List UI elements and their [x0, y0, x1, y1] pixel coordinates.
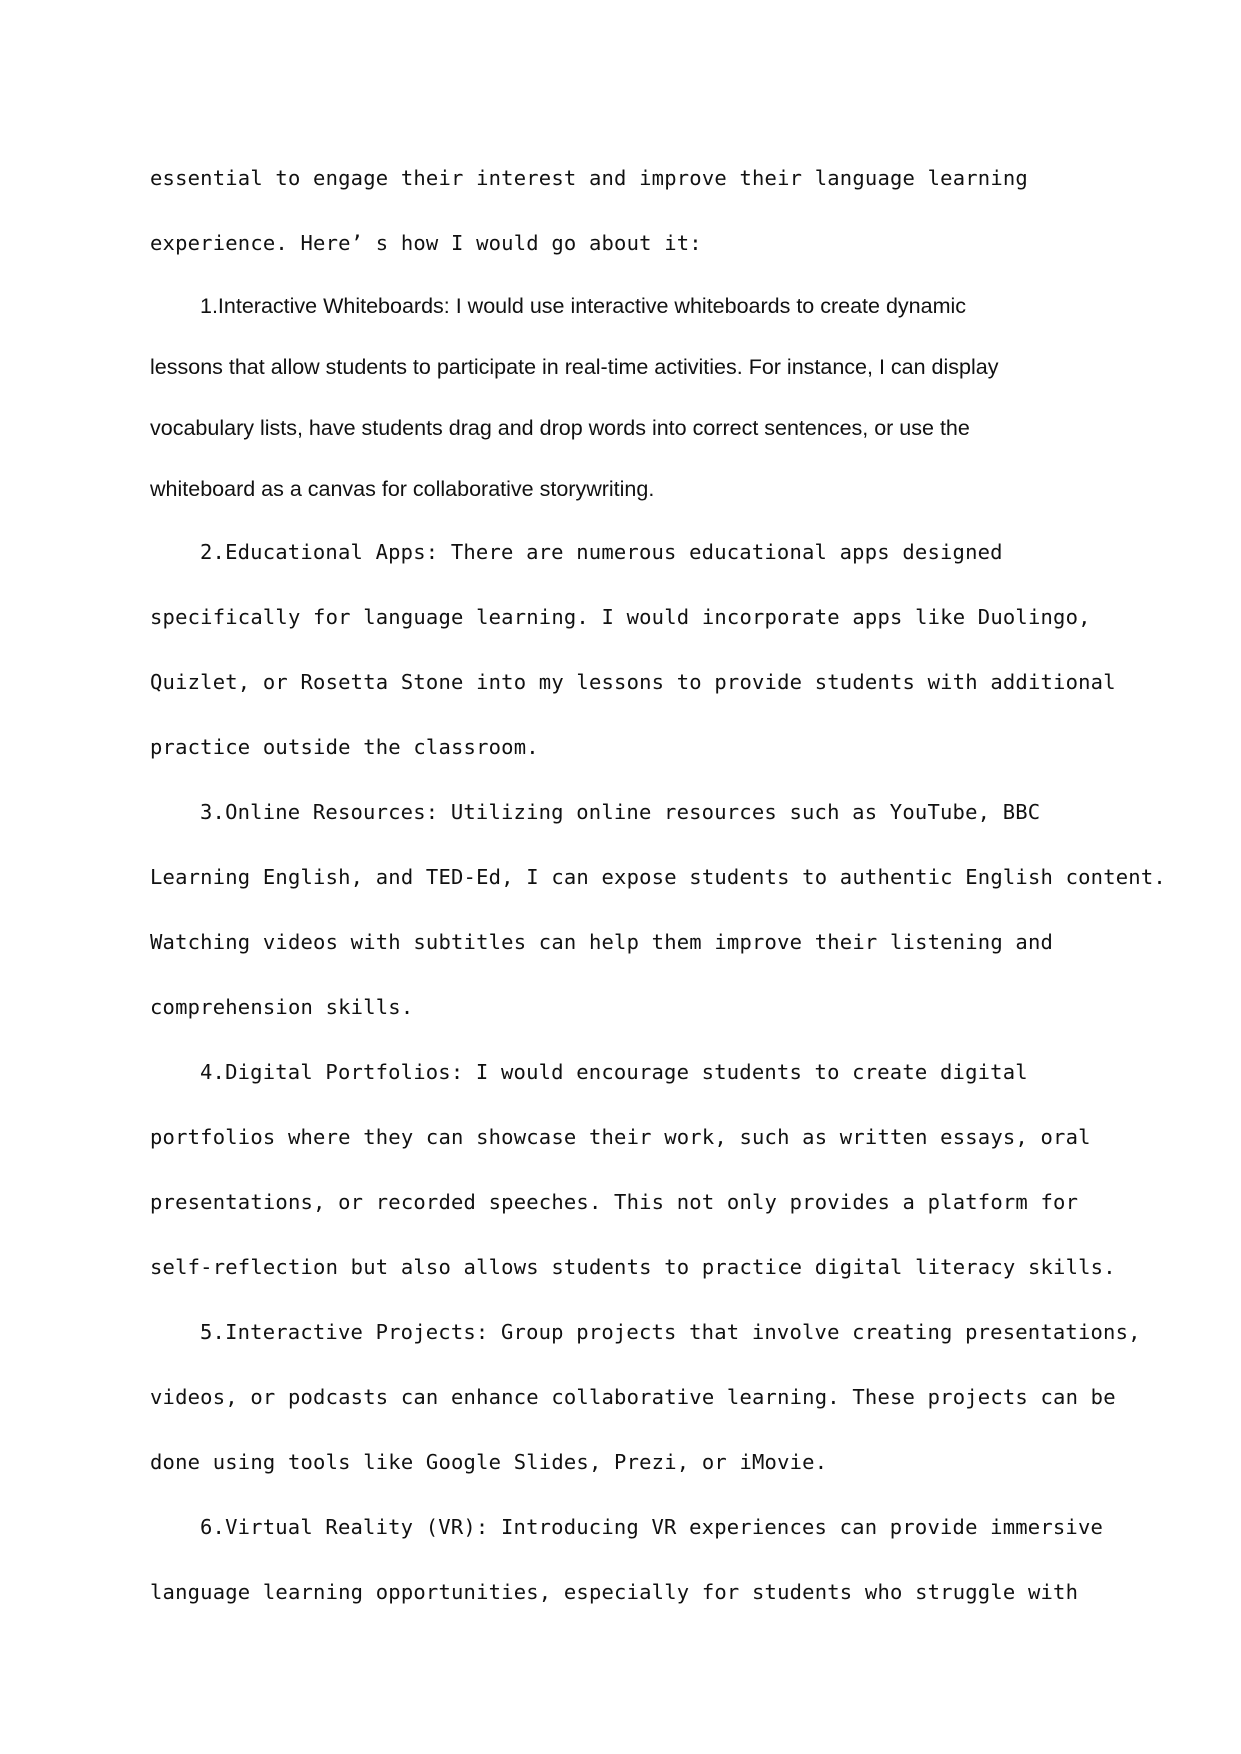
text-line: language learning opportunities, especially for students who struggle with	[150, 1580, 1079, 1604]
text-line: Learning English, and TED-Ed, I can expose students to authentic English content.	[150, 865, 1166, 889]
text-line: 6.Virtual Reality (VR): Introducing VR experiences can provide immersive	[200, 1515, 1104, 1539]
item-interactive-whiteboards	[150, 276, 1100, 520]
text-line: essential to engage their interest and improve their language learning	[150, 166, 1028, 190]
text-line: lessons that allow students to participate in real-time activities. For instance, I can display	[150, 355, 999, 379]
item-digital-portfolios	[150, 1040, 1116, 1300]
text-line: portfolios where they can showcase their work, such as written essays, oral	[150, 1125, 1091, 1149]
text-line: 4.Digital Portfolios: I would encourage students to create digital	[200, 1060, 1028, 1084]
document-body	[150, 146, 1166, 1625]
text-line: experience. Here’ s how I would go about it:	[150, 231, 702, 255]
text-line: self-reflection but also allows students to practice digital literacy skills.	[150, 1255, 1116, 1279]
item-virtual-reality	[150, 1495, 1104, 1625]
text-line: specifically for language learning. I would incorporate apps like Duolingo,	[150, 605, 1091, 629]
text-line: practice outside the classroom.	[150, 735, 539, 759]
item-educational-apps	[150, 520, 1116, 780]
intro-paragraph	[150, 146, 1100, 276]
text-line: 2.Educational Apps: There are numerous educational apps designed	[200, 540, 1003, 564]
text-line: Quizlet, or Rosetta Stone into my lessons to provide students with additional	[150, 670, 1116, 694]
text-line: 5.Interactive Projects: Group projects that involve creating presentations,	[200, 1320, 1141, 1344]
text-line: whiteboard as a canvas for collaborative storywriting.	[150, 477, 655, 501]
text-line: comprehension skills.	[150, 995, 414, 1019]
text-line: done using tools like Google Slides, Prezi, or iMovie.	[150, 1450, 828, 1474]
item-interactive-projects	[150, 1300, 1141, 1495]
item-online-resources	[150, 780, 1166, 1040]
text-line: Watching videos with subtitles can help them improve their listening and	[150, 930, 1054, 954]
text-line: videos, or podcasts can enhance collaborative learning. These projects can be	[150, 1385, 1116, 1409]
text-line: 3.Online Resources: Utilizing online resources such as YouTube, BBC	[200, 800, 1041, 824]
text-line: presentations, or recorded speeches. This not only provides a platform for	[150, 1190, 1079, 1214]
text-line: vocabulary lists, have students drag and drop words into correct sentences, or use the	[150, 416, 970, 440]
text-line: 1.Interactive Whiteboards: I would use interactive whiteboards to create dynamic	[200, 294, 967, 318]
